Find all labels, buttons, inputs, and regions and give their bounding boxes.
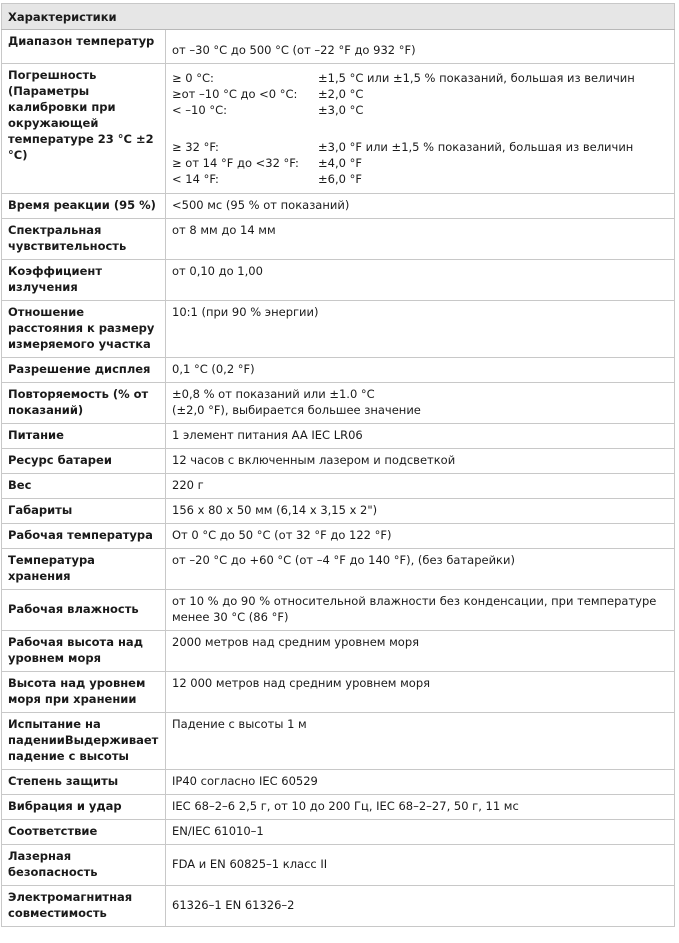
row-value [166, 383, 675, 424]
row-value [166, 845, 675, 886]
table-row [2, 590, 675, 631]
value-line: 2000 метров над средним уровнем моря [172, 635, 420, 649]
row-value [166, 820, 675, 845]
row-value [166, 30, 675, 64]
value-line: 61326–1 EN 61326–2 [172, 898, 295, 912]
row-value [166, 260, 675, 301]
accuracy-grid [172, 139, 668, 187]
row-value [166, 499, 675, 524]
value-line: IP40 согласно IEC 60529 [172, 774, 318, 788]
row-value [166, 886, 675, 927]
accuracy-value: ±1,5 °C или ±1,5 % показаний, большая из величин [318, 71, 635, 85]
table-row [2, 845, 675, 886]
row-label: Коэффициент излучения [2, 260, 166, 301]
row-label: Габариты [2, 499, 166, 524]
table-row [2, 64, 675, 194]
value-line: От 0 °C до 50 °C (от 32 °F до 122 °F) [172, 528, 392, 542]
accuracy-grid [172, 70, 668, 118]
row-value [166, 795, 675, 820]
row-value [166, 449, 675, 474]
row-value [166, 770, 675, 795]
value-line: 0,1 °C (0,2 °F) [172, 362, 255, 376]
table-row [2, 449, 675, 474]
row-label: Рабочая температура [2, 524, 166, 549]
row-label: Ресурс батареи [2, 449, 166, 474]
row-value [166, 631, 675, 672]
table-row [2, 383, 675, 424]
table-row [2, 424, 675, 449]
row-label: Соответствие [2, 820, 166, 845]
row-label: Лазерная безопасность [2, 845, 166, 886]
value-line: IEC 68–2–6 2,5 г, от 10 до 200 Гц, IEC 68–2–27, 50 г, 11 мс [172, 799, 519, 813]
value-line: <500 мс (95 % от показаний) [172, 198, 350, 212]
row-label: Вес [2, 474, 166, 499]
accuracy-condition: ≥ 0 °C: [172, 71, 214, 85]
value-line: 1 элемент питания AA IEC LR06 [172, 428, 363, 442]
row-value [166, 672, 675, 713]
row-label: Температура хранения [2, 549, 166, 590]
accuracy-condition: < –10 °C: [172, 103, 227, 117]
accuracy-value: ±3,0 °C [318, 103, 364, 117]
table-row [2, 30, 675, 64]
row-label: Вибрация и удар [2, 795, 166, 820]
value-line: 156 x 80 x 50 мм (6,14 x 3,15 x 2") [172, 503, 378, 517]
accuracy-condition: < 14 °F: [172, 172, 219, 186]
row-label: Спектральная чувствительность [2, 219, 166, 260]
accuracy-value: ±2,0 °C [318, 87, 364, 101]
value-line: от 0,10 до 1,00 [172, 264, 263, 278]
row-label: Время реакции (95 %) [2, 194, 166, 219]
row-label: Рабочая высота над уровнем моря [2, 631, 166, 672]
value-line: от –20 °C до +60 °C (от –4 °F до 140 °F), (без батарейки) [172, 553, 515, 567]
value-line: (±2,0 °F), выбирается большее значение [172, 403, 421, 417]
value-line: 220 г [172, 478, 204, 492]
row-label: Повторяемость (% от показаний) [2, 383, 166, 424]
accuracy-condition: ≥ от 14 °F до <32 °F: [172, 156, 299, 170]
row-label: Разрешение дисплея [2, 358, 166, 383]
table-row [2, 820, 675, 845]
value-line: Падение с высоты 1 м [172, 717, 307, 731]
value-line: от –30 °C до 500 °C (от –22 °F до 932 °F) [172, 43, 416, 57]
row-label: Отношение расстояния к размеру измеряемого участка [2, 301, 166, 358]
row-value [166, 194, 675, 219]
row-value [166, 424, 675, 449]
row-value [166, 524, 675, 549]
row-label: Рабочая влажность [2, 590, 166, 631]
row-label: Электромагнитная совместимость [2, 886, 166, 927]
table-row [2, 713, 675, 770]
table-row [2, 549, 675, 590]
table-row [2, 301, 675, 358]
accuracy-condition: ≥ 32 °F: [172, 140, 219, 154]
table-row [2, 219, 675, 260]
table-row [2, 524, 675, 549]
row-value [166, 549, 675, 590]
table-row [2, 770, 675, 795]
row-value [166, 301, 675, 358]
table-row [2, 474, 675, 499]
row-label: Степень защиты [2, 770, 166, 795]
table-row [2, 631, 675, 672]
specifications-table [1, 3, 675, 927]
row-value [166, 713, 675, 770]
table-header: Характеристики [2, 4, 675, 30]
value-line: 12 часов с включенным лазером и подсветкой [172, 453, 456, 467]
value-line: 12 000 метров над средним уровнем моря [172, 676, 431, 690]
table-row [2, 260, 675, 301]
row-label: Испытание на паденииВыдерживает падение с высоты [2, 713, 166, 770]
row-value [166, 64, 675, 194]
accuracy-value: ±3,0 °F или ±1,5 % показаний, большая из величин [318, 140, 634, 154]
row-value [166, 358, 675, 383]
value-line: ±0,8 % от показаний или ±1.0 °C [172, 387, 375, 401]
value-line: менее 30 °C (86 °F) [172, 610, 289, 624]
value-line: 10:1 (при 90 % энергии) [172, 305, 319, 319]
value-line: от 10 % до 90 % относительной влажности без конденсации, при температуре [172, 594, 657, 608]
row-label: Питание [2, 424, 166, 449]
accuracy-value: ±6,0 °F [318, 172, 362, 186]
row-label: Высота над уровнем моря при хранении [2, 672, 166, 713]
table-row [2, 358, 675, 383]
value-line: EN/IEC 61010–1 [172, 824, 264, 838]
value-line: FDA и EN 60825–1 класс II [172, 857, 328, 871]
accuracy-condition: ≥от –10 °C до <0 °C: [172, 87, 298, 101]
row-value [166, 474, 675, 499]
row-value [166, 590, 675, 631]
value-line: от 8 мм до 14 мм [172, 223, 276, 237]
table-row [2, 795, 675, 820]
table-row [2, 886, 675, 927]
accuracy-value: ±4,0 °F [318, 156, 362, 170]
table-header-row [2, 4, 675, 30]
table-row [2, 194, 675, 219]
spacer [172, 118, 668, 139]
table-row [2, 672, 675, 713]
row-label: Диапазон температур [2, 30, 166, 64]
row-value [166, 219, 675, 260]
row-label: Погрешность (Параметры калибровки при окружающей температуре 23 °C ±2 °C) [2, 64, 166, 194]
table-row [2, 499, 675, 524]
